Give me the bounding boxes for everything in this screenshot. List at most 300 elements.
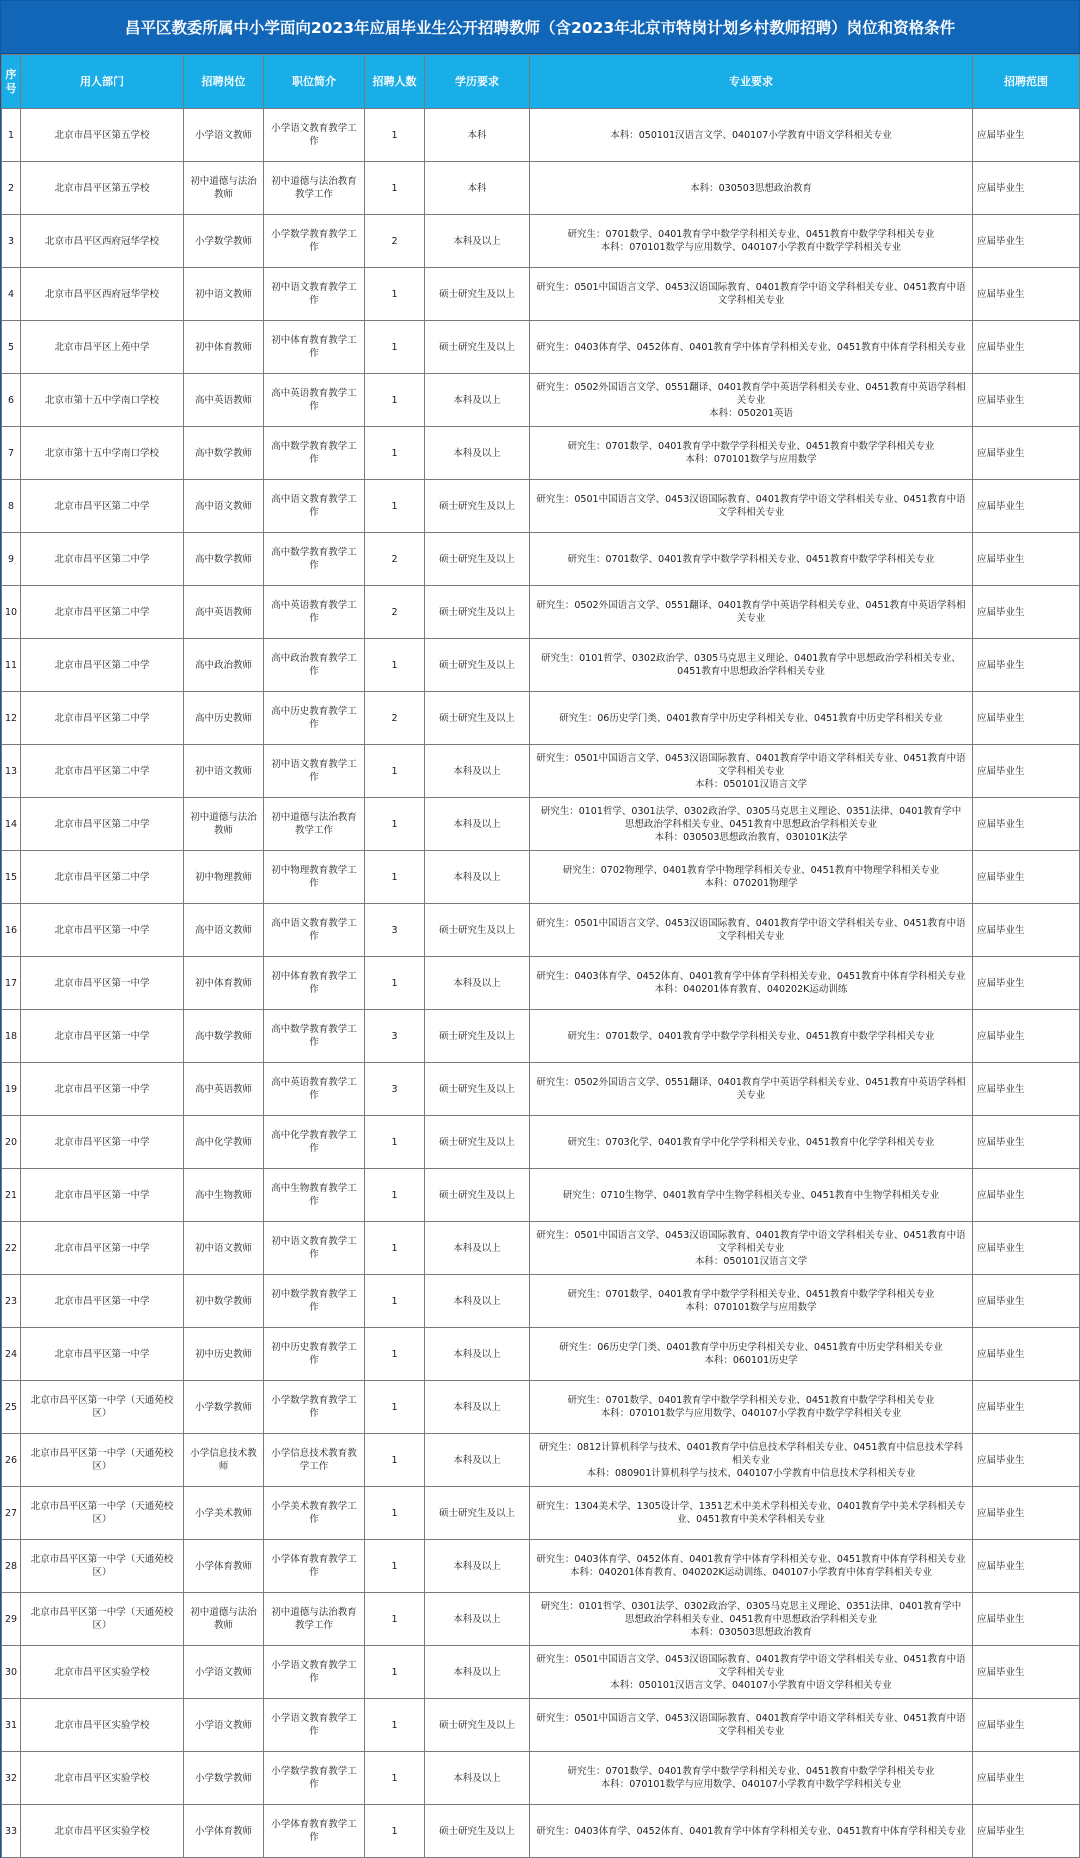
major-cell bbox=[530, 1063, 973, 1116]
major-cell bbox=[530, 745, 973, 798]
table-row bbox=[2, 798, 1080, 851]
dept-cell: 北京市昌平区第一中学 bbox=[21, 1116, 184, 1169]
table-row bbox=[2, 1222, 1080, 1275]
major-line: 本科：050101汉语言文学、040107小学教育中语文学科相关专业 bbox=[610, 129, 892, 141]
intro-cell: 初中语文教育教学工作 bbox=[264, 745, 365, 798]
dept-cell: 北京市昌平区第一中学（天通苑校区） bbox=[21, 1434, 184, 1487]
row-number: 15 bbox=[2, 851, 21, 904]
table-row bbox=[2, 1381, 1080, 1434]
header-count: 招聘人数 bbox=[365, 55, 425, 109]
major-line: 本科：030503思想政治教育，030101K法学 bbox=[654, 831, 848, 843]
count-cell: 1 bbox=[365, 1275, 425, 1328]
dept-cell: 北京市昌平区第一中学（天通苑校区） bbox=[21, 1593, 184, 1646]
intro-cell: 高中英语教育教学工作 bbox=[264, 374, 365, 427]
count-cell: 1 bbox=[365, 1805, 425, 1858]
dept-cell: 北京市昌平区第五学校 bbox=[21, 109, 184, 162]
table-row bbox=[2, 1540, 1080, 1593]
header-scope: 招聘范围 bbox=[973, 55, 1080, 109]
major-line: 本科：070201物理学 bbox=[704, 878, 798, 889]
major-cell bbox=[530, 1752, 973, 1805]
count-cell: 1 bbox=[365, 480, 425, 533]
table-row bbox=[2, 639, 1080, 692]
dept-cell: 北京市昌平区第二中学 bbox=[21, 639, 184, 692]
row-number: 14 bbox=[2, 798, 21, 851]
scope-cell: 应届毕业生 bbox=[973, 162, 1080, 215]
dept-cell: 北京市昌平区第五学校 bbox=[21, 162, 184, 215]
dept-cell: 北京市昌平区实验学校 bbox=[21, 1646, 184, 1699]
major-line: 本科：030503思想政治教育 bbox=[690, 182, 812, 194]
scope-cell: 应届毕业生 bbox=[973, 639, 1080, 692]
intro-cell: 小学数学教育教学工作 bbox=[264, 1752, 365, 1805]
intro-cell: 高中政治教育教学工作 bbox=[264, 639, 365, 692]
row-number: 7 bbox=[2, 427, 21, 480]
count-cell: 1 bbox=[365, 374, 425, 427]
post-cell: 高中语文教师 bbox=[184, 480, 264, 533]
dept-cell: 北京市昌平区西府冠华学校 bbox=[21, 215, 184, 268]
dept-cell: 北京市昌平区第二中学 bbox=[21, 851, 184, 904]
education-cell: 硕士研究生及以上 bbox=[425, 639, 530, 692]
education-cell: 硕士研究生及以上 bbox=[425, 1487, 530, 1540]
dept-cell: 北京市昌平区第二中学 bbox=[21, 586, 184, 639]
post-cell: 小学体育教师 bbox=[184, 1805, 264, 1858]
education-cell: 硕士研究生及以上 bbox=[425, 533, 530, 586]
scope-cell: 应届毕业生 bbox=[973, 1381, 1080, 1434]
dept-cell: 北京市昌平区第二中学 bbox=[21, 798, 184, 851]
row-number: 16 bbox=[2, 904, 21, 957]
education-cell: 本科及以上 bbox=[425, 1222, 530, 1275]
major-cell bbox=[530, 374, 973, 427]
post-cell: 初中历史教师 bbox=[184, 1328, 264, 1381]
post-cell: 小学信息技术教师 bbox=[184, 1434, 264, 1487]
table-row bbox=[2, 1328, 1080, 1381]
major-cell bbox=[530, 268, 973, 321]
major-cell bbox=[530, 957, 973, 1010]
major-cell bbox=[530, 639, 973, 692]
intro-cell: 小学美术教育教学工作 bbox=[264, 1487, 365, 1540]
dept-cell: 北京市第十五中学南口学校 bbox=[21, 374, 184, 427]
major-line: 研究生：06历史学门类、0401教育学中历史学科相关专业、0451教育中历史学科相关专业 bbox=[559, 1342, 943, 1353]
table-row bbox=[2, 586, 1080, 639]
major-line: 本科：060101历史学 bbox=[704, 1355, 798, 1366]
education-cell: 本科及以上 bbox=[425, 798, 530, 851]
table-row bbox=[2, 1752, 1080, 1805]
intro-cell: 初中道德与法治教育教学工作 bbox=[264, 1593, 365, 1646]
header-dept: 用人部门 bbox=[21, 55, 184, 109]
major-cell bbox=[530, 533, 973, 586]
dept-cell: 北京市昌平区第一中学（天通苑校区） bbox=[21, 1381, 184, 1434]
education-cell: 硕士研究生及以上 bbox=[425, 1805, 530, 1858]
row-number: 17 bbox=[2, 957, 21, 1010]
major-line: 研究生：0701数学、0401教育学中数学学科相关专业、0451教育中数学学科相关专业 bbox=[567, 553, 935, 565]
row-number: 13 bbox=[2, 745, 21, 798]
dept-cell: 北京市昌平区第一中学 bbox=[21, 1275, 184, 1328]
table-row bbox=[2, 1434, 1080, 1487]
intro-cell: 小学语文教育教学工作 bbox=[264, 1699, 365, 1752]
education-cell: 硕士研究生及以上 bbox=[425, 268, 530, 321]
major-cell bbox=[530, 1275, 973, 1328]
scope-cell: 应届毕业生 bbox=[973, 1063, 1080, 1116]
education-cell: 本科及以上 bbox=[425, 1540, 530, 1593]
intro-cell: 高中英语教育教学工作 bbox=[264, 586, 365, 639]
major-line: 研究生：0502外国语言文学、0551翻译、0401教育学中英语学科相关专业、0451教育中英语学科相关专业 bbox=[536, 1077, 966, 1101]
major-cell bbox=[530, 1169, 973, 1222]
education-cell: 硕士研究生及以上 bbox=[425, 1169, 530, 1222]
scope-cell: 应届毕业生 bbox=[973, 1487, 1080, 1540]
row-number: 3 bbox=[2, 215, 21, 268]
education-cell: 本科 bbox=[425, 109, 530, 162]
major-cell bbox=[530, 851, 973, 904]
row-number: 19 bbox=[2, 1063, 21, 1116]
major-line: 本科：030503思想政治教育 bbox=[690, 1626, 812, 1638]
table-row bbox=[2, 1699, 1080, 1752]
table-row bbox=[2, 692, 1080, 745]
post-cell: 高中英语教师 bbox=[184, 1063, 264, 1116]
scope-cell: 应届毕业生 bbox=[973, 215, 1080, 268]
table-row bbox=[2, 957, 1080, 1010]
intro-cell: 高中英语教育教学工作 bbox=[264, 1063, 365, 1116]
dept-cell: 北京市昌平区第一中学 bbox=[21, 904, 184, 957]
education-cell: 硕士研究生及以上 bbox=[425, 904, 530, 957]
scope-cell: 应届毕业生 bbox=[973, 1699, 1080, 1752]
post-cell: 小学美术教师 bbox=[184, 1487, 264, 1540]
count-cell: 2 bbox=[365, 692, 425, 745]
scope-cell: 应届毕业生 bbox=[973, 1010, 1080, 1063]
post-cell: 初中语文教师 bbox=[184, 745, 264, 798]
table-row bbox=[2, 1010, 1080, 1063]
major-line: 研究生：0701数学、0401教育学中数学学科相关专业、0451教育中数学学科相关专业 bbox=[567, 1030, 935, 1042]
major-line: 研究生：0403体育学、0452体育、0401教育学中体育学科相关专业、0451教育中体育学科相关专业 bbox=[536, 1825, 966, 1837]
dept-cell: 北京市昌平区实验学校 bbox=[21, 1805, 184, 1858]
post-cell: 高中英语教师 bbox=[184, 586, 264, 639]
major-line: 本科：070101数学与应用数学 bbox=[685, 454, 817, 465]
major-line: 研究生：0502外国语言文学、0551翻译、0401教育学中英语学科相关专业、0451教育中英语学科相关专业 bbox=[536, 600, 966, 624]
education-cell: 本科及以上 bbox=[425, 1434, 530, 1487]
scope-cell: 应届毕业生 bbox=[973, 1116, 1080, 1169]
major-line: 研究生：0501中国语言文学、0453汉语国际教育、0401教育学中语文学科相关专业、0451教育中语文学科相关专业 bbox=[536, 1653, 966, 1678]
education-cell: 本科 bbox=[425, 162, 530, 215]
post-cell: 初中体育教师 bbox=[184, 957, 264, 1010]
scope-cell: 应届毕业生 bbox=[973, 533, 1080, 586]
major-cell bbox=[530, 427, 973, 480]
education-cell: 硕士研究生及以上 bbox=[425, 1699, 530, 1752]
major-cell bbox=[530, 1540, 973, 1593]
row-number: 26 bbox=[2, 1434, 21, 1487]
row-number: 32 bbox=[2, 1752, 21, 1805]
count-cell: 1 bbox=[365, 957, 425, 1010]
dept-cell: 北京市昌平区第一中学 bbox=[21, 1169, 184, 1222]
intro-cell: 小学数学教育教学工作 bbox=[264, 215, 365, 268]
major-line: 本科：050101汉语言文学、040107小学教育中语文学科相关专业 bbox=[610, 1679, 892, 1691]
dept-cell: 北京市昌平区实验学校 bbox=[21, 1752, 184, 1805]
scope-cell: 应届毕业生 bbox=[973, 1752, 1080, 1805]
table-row bbox=[2, 1805, 1080, 1858]
table-row bbox=[2, 1275, 1080, 1328]
intro-cell: 初中语文教育教学工作 bbox=[264, 268, 365, 321]
major-line: 研究生：0501中国语言文学、0453汉语国际教育、0401教育学中语文学科相关专业、0451教育中语文学科相关专业 bbox=[536, 752, 966, 777]
count-cell: 3 bbox=[365, 1063, 425, 1116]
header-education: 学历要求 bbox=[425, 55, 530, 109]
education-cell: 本科及以上 bbox=[425, 957, 530, 1010]
dept-cell: 北京市昌平区西府冠华学校 bbox=[21, 268, 184, 321]
table-row bbox=[2, 427, 1080, 480]
major-line: 研究生：0501中国语言文学、0453汉语国际教育、0401教育学中语文学科相关专业、0451教育中语文学科相关专业 bbox=[536, 1229, 966, 1254]
count-cell: 1 bbox=[365, 1699, 425, 1752]
intro-cell: 小学信息技术教育教学工作 bbox=[264, 1434, 365, 1487]
scope-cell: 应届毕业生 bbox=[973, 1540, 1080, 1593]
intro-cell: 小学体育教育教学工作 bbox=[264, 1540, 365, 1593]
post-cell: 初中数学教师 bbox=[184, 1275, 264, 1328]
count-cell: 1 bbox=[365, 745, 425, 798]
post-cell: 小学语文教师 bbox=[184, 109, 264, 162]
scope-cell: 应届毕业生 bbox=[973, 1169, 1080, 1222]
major-line: 本科：070101数学与应用数学、040107小学教育中数学学科相关专业 bbox=[600, 242, 902, 253]
row-number: 22 bbox=[2, 1222, 21, 1275]
count-cell: 1 bbox=[365, 1434, 425, 1487]
table-row bbox=[2, 480, 1080, 533]
major-line: 研究生：0501中国语言文学、0453汉语国际教育、0401教育学中语文学科相关专业、0451教育中语文学科相关专业 bbox=[536, 918, 966, 942]
dept-cell: 北京市昌平区第二中学 bbox=[21, 480, 184, 533]
table-row bbox=[2, 321, 1080, 374]
sheet-title: 昌平区教委所属中小学面向2023年应届毕业生公开招聘教师（含2023年北京市特岗计划乡村教师招聘）岗位和资格条件 bbox=[1, 1, 1079, 54]
row-number: 24 bbox=[2, 1328, 21, 1381]
row-number: 2 bbox=[2, 162, 21, 215]
header-major: 专业要求 bbox=[530, 55, 973, 109]
row-number: 30 bbox=[2, 1646, 21, 1699]
post-cell: 高中历史教师 bbox=[184, 692, 264, 745]
intro-cell: 小学语文教育教学工作 bbox=[264, 1646, 365, 1699]
major-cell bbox=[530, 1381, 973, 1434]
row-number: 20 bbox=[2, 1116, 21, 1169]
count-cell: 2 bbox=[365, 586, 425, 639]
scope-cell: 应届毕业生 bbox=[973, 798, 1080, 851]
education-cell: 本科及以上 bbox=[425, 745, 530, 798]
intro-cell: 初中物理教育教学工作 bbox=[264, 851, 365, 904]
major-cell bbox=[530, 1699, 973, 1752]
count-cell: 1 bbox=[365, 639, 425, 692]
major-line: 研究生：0703化学、0401教育学中化学学科相关专业、0451教育中化学学科相关专业 bbox=[567, 1136, 935, 1148]
education-cell: 硕士研究生及以上 bbox=[425, 586, 530, 639]
header-post: 招聘岗位 bbox=[184, 55, 264, 109]
dept-cell: 北京市昌平区上苑中学 bbox=[21, 321, 184, 374]
table-row bbox=[2, 162, 1080, 215]
row-number: 4 bbox=[2, 268, 21, 321]
count-cell: 1 bbox=[365, 1646, 425, 1699]
major-line: 研究生：0101哲学、0301法学、0302政治学、0305马克思主义理论、0351法律、0401教育学中思想政治学科相关专业、0451教育中思想政治学科相关专业 bbox=[540, 1600, 962, 1625]
table-row bbox=[2, 374, 1080, 427]
scope-cell: 应届毕业生 bbox=[973, 1328, 1080, 1381]
major-line: 研究生：0403体育学、0452体育、0401教育学中体育学科相关专业、0451教育中体育学科相关专业 bbox=[536, 1554, 966, 1565]
dept-cell: 北京市第十五中学南口学校 bbox=[21, 427, 184, 480]
row-number: 28 bbox=[2, 1540, 21, 1593]
major-cell bbox=[530, 215, 973, 268]
major-cell bbox=[530, 109, 973, 162]
intro-cell: 高中数学教育教学工作 bbox=[264, 427, 365, 480]
education-cell: 本科及以上 bbox=[425, 1752, 530, 1805]
major-line: 研究生：0403体育学、0452体育、0401教育学中体育学科相关专业、0451教育中体育学科相关专业 bbox=[536, 971, 966, 982]
major-cell bbox=[530, 586, 973, 639]
intro-cell: 初中历史教育教学工作 bbox=[264, 1328, 365, 1381]
post-cell: 小学数学教师 bbox=[184, 1752, 264, 1805]
row-number: 23 bbox=[2, 1275, 21, 1328]
row-number: 27 bbox=[2, 1487, 21, 1540]
row-number: 11 bbox=[2, 639, 21, 692]
major-line: 本科：070101数学与应用数学 bbox=[685, 1302, 817, 1313]
table-body bbox=[2, 109, 1080, 1858]
major-cell bbox=[530, 1328, 973, 1381]
education-cell: 本科及以上 bbox=[425, 851, 530, 904]
count-cell: 1 bbox=[365, 798, 425, 851]
major-line: 本科：050101汉语言文学 bbox=[694, 1255, 808, 1267]
scope-cell: 应届毕业生 bbox=[973, 851, 1080, 904]
scope-cell: 应届毕业生 bbox=[973, 321, 1080, 374]
post-cell: 高中英语教师 bbox=[184, 374, 264, 427]
major-line: 研究生：0812计算机科学与技术、0401教育学中信息技术学科相关专业、0451教育中信息技术学科相关专业 bbox=[538, 1441, 964, 1466]
major-line: 研究生：0702物理学、0401教育学中物理学科相关专业、0451教育中物理学科相关专业 bbox=[562, 865, 940, 876]
major-line: 本科：040201体育教育、040202K运动训练 bbox=[654, 984, 848, 995]
intro-cell: 初中体育教育教学工作 bbox=[264, 957, 365, 1010]
row-number: 10 bbox=[2, 586, 21, 639]
scope-cell: 应届毕业生 bbox=[973, 692, 1080, 745]
intro-cell: 初中体育教育教学工作 bbox=[264, 321, 365, 374]
education-cell: 本科及以上 bbox=[425, 1593, 530, 1646]
row-number: 8 bbox=[2, 480, 21, 533]
table-row bbox=[2, 1487, 1080, 1540]
row-number: 31 bbox=[2, 1699, 21, 1752]
education-cell: 本科及以上 bbox=[425, 1328, 530, 1381]
major-line: 研究生：06历史学门类、0401教育学中历史学科相关专业、0451教育中历史学科相关专业 bbox=[559, 712, 943, 724]
major-line: 本科：040201体育教育、040202K运动训练、040107小学教育中体育学科相关专业 bbox=[569, 1567, 933, 1578]
post-cell: 初中体育教师 bbox=[184, 321, 264, 374]
dept-cell: 北京市昌平区第二中学 bbox=[21, 533, 184, 586]
row-number: 18 bbox=[2, 1010, 21, 1063]
education-cell: 硕士研究生及以上 bbox=[425, 1010, 530, 1063]
dept-cell: 北京市昌平区第一中学 bbox=[21, 1010, 184, 1063]
major-cell bbox=[530, 321, 973, 374]
major-cell bbox=[530, 1487, 973, 1540]
intro-cell: 初中道德与法治教育教学工作 bbox=[264, 798, 365, 851]
dept-cell: 北京市昌平区第二中学 bbox=[21, 692, 184, 745]
dept-cell: 北京市昌平区第一中学 bbox=[21, 1328, 184, 1381]
education-cell: 硕士研究生及以上 bbox=[425, 480, 530, 533]
post-cell: 初中道德与法治教师 bbox=[184, 162, 264, 215]
scope-cell: 应届毕业生 bbox=[973, 1275, 1080, 1328]
scope-cell: 应届毕业生 bbox=[973, 109, 1080, 162]
major-line: 研究生：0701数学、0401教育学中数学学科相关专业、0451教育中数学学科相关专业 bbox=[567, 441, 935, 452]
major-line: 研究生：0710生物学、0401教育学中生物学科相关专业、0451教育中生物学科相关专业 bbox=[562, 1189, 940, 1201]
education-cell: 本科及以上 bbox=[425, 1646, 530, 1699]
count-cell: 1 bbox=[365, 321, 425, 374]
intro-cell: 小学体育教育教学工作 bbox=[264, 1805, 365, 1858]
intro-cell: 高中历史教育教学工作 bbox=[264, 692, 365, 745]
row-number: 29 bbox=[2, 1593, 21, 1646]
table-row bbox=[2, 1646, 1080, 1699]
scope-cell: 应届毕业生 bbox=[973, 586, 1080, 639]
major-line: 研究生：0701数学、0401教育学中数学学科相关专业、0451教育中数学学科相关专业 bbox=[567, 1395, 935, 1406]
row-number: 6 bbox=[2, 374, 21, 427]
row-number: 33 bbox=[2, 1805, 21, 1858]
count-cell: 1 bbox=[365, 162, 425, 215]
table-row bbox=[2, 1063, 1080, 1116]
post-cell: 初中语文教师 bbox=[184, 1222, 264, 1275]
scope-cell: 应届毕业生 bbox=[973, 1593, 1080, 1646]
major-line: 研究生：0101哲学、0301法学、0302政治学、0305马克思主义理论、0351法律、0401教育学中思想政治学科相关专业、0451教育中思想政治学科相关专业 bbox=[540, 805, 962, 830]
post-cell: 高中数学教师 bbox=[184, 427, 264, 480]
post-cell: 初中物理教师 bbox=[184, 851, 264, 904]
count-cell: 1 bbox=[365, 1169, 425, 1222]
dept-cell: 北京市昌平区第一中学 bbox=[21, 1222, 184, 1275]
scope-cell: 应届毕业生 bbox=[973, 374, 1080, 427]
dept-cell: 北京市昌平区第二中学 bbox=[21, 745, 184, 798]
intro-cell: 高中数学教育教学工作 bbox=[264, 1010, 365, 1063]
major-cell bbox=[530, 798, 973, 851]
education-cell: 硕士研究生及以上 bbox=[425, 321, 530, 374]
table-row bbox=[2, 851, 1080, 904]
count-cell: 1 bbox=[365, 1222, 425, 1275]
table-row bbox=[2, 215, 1080, 268]
table-row bbox=[2, 268, 1080, 321]
header-no: 序号 bbox=[2, 55, 21, 109]
count-cell: 1 bbox=[365, 1381, 425, 1434]
table-row bbox=[2, 904, 1080, 957]
major-line: 本科：070101数学与应用数学、040107小学教育中数学学科相关专业 bbox=[600, 1779, 902, 1790]
major-cell bbox=[530, 1116, 973, 1169]
row-number: 5 bbox=[2, 321, 21, 374]
dept-cell: 北京市昌平区实验学校 bbox=[21, 1699, 184, 1752]
scope-cell: 应届毕业生 bbox=[973, 427, 1080, 480]
count-cell: 1 bbox=[365, 1328, 425, 1381]
major-line: 本科：050201英语 bbox=[709, 407, 793, 419]
major-line: 研究生：0501中国语言文学、0453汉语国际教育、0401教育学中语文学科相关专业、0451教育中语文学科相关专业 bbox=[536, 282, 966, 306]
scope-cell: 应届毕业生 bbox=[973, 480, 1080, 533]
major-line: 本科：070101数学与应用数学、040107小学教育中数学学科相关专业 bbox=[600, 1408, 902, 1419]
post-cell: 高中数学教师 bbox=[184, 1010, 264, 1063]
education-cell: 本科及以上 bbox=[425, 374, 530, 427]
scope-cell: 应届毕业生 bbox=[973, 904, 1080, 957]
intro-cell: 初中数学教育教学工作 bbox=[264, 1275, 365, 1328]
count-cell: 1 bbox=[365, 1540, 425, 1593]
post-cell: 小学数学教师 bbox=[184, 1381, 264, 1434]
post-cell: 初中语文教师 bbox=[184, 268, 264, 321]
table-row bbox=[2, 1169, 1080, 1222]
major-cell bbox=[530, 480, 973, 533]
header-intro: 职位简介 bbox=[264, 55, 365, 109]
header-row bbox=[2, 55, 1080, 109]
count-cell: 1 bbox=[365, 1487, 425, 1540]
post-cell: 初中道德与法治教师 bbox=[184, 798, 264, 851]
count-cell: 3 bbox=[365, 904, 425, 957]
count-cell: 2 bbox=[365, 533, 425, 586]
intro-cell: 高中数学教育教学工作 bbox=[264, 533, 365, 586]
major-line: 研究生：0701数学、0401教育学中数学学科相关专业、0451教育中数学学科相关专业 bbox=[567, 229, 935, 240]
count-cell: 1 bbox=[365, 268, 425, 321]
post-cell: 高中政治教师 bbox=[184, 639, 264, 692]
count-cell: 1 bbox=[365, 851, 425, 904]
intro-cell: 高中语文教育教学工作 bbox=[264, 480, 365, 533]
intro-cell: 高中化学教育教学工作 bbox=[264, 1116, 365, 1169]
post-cell: 小学体育教师 bbox=[184, 1540, 264, 1593]
dept-cell: 北京市昌平区第一中学 bbox=[21, 1063, 184, 1116]
table-row bbox=[2, 1593, 1080, 1646]
education-cell: 本科及以上 bbox=[425, 427, 530, 480]
major-cell bbox=[530, 1222, 973, 1275]
post-cell: 小学语文教师 bbox=[184, 1646, 264, 1699]
post-cell: 高中数学教师 bbox=[184, 533, 264, 586]
table-row bbox=[2, 745, 1080, 798]
major-line: 研究生：0502外国语言文学、0551翻译、0401教育学中英语学科相关专业、0451教育中英语学科相关专业 bbox=[536, 381, 966, 406]
scope-cell: 应届毕业生 bbox=[973, 1222, 1080, 1275]
scope-cell: 应届毕业生 bbox=[973, 1646, 1080, 1699]
major-cell bbox=[530, 904, 973, 957]
